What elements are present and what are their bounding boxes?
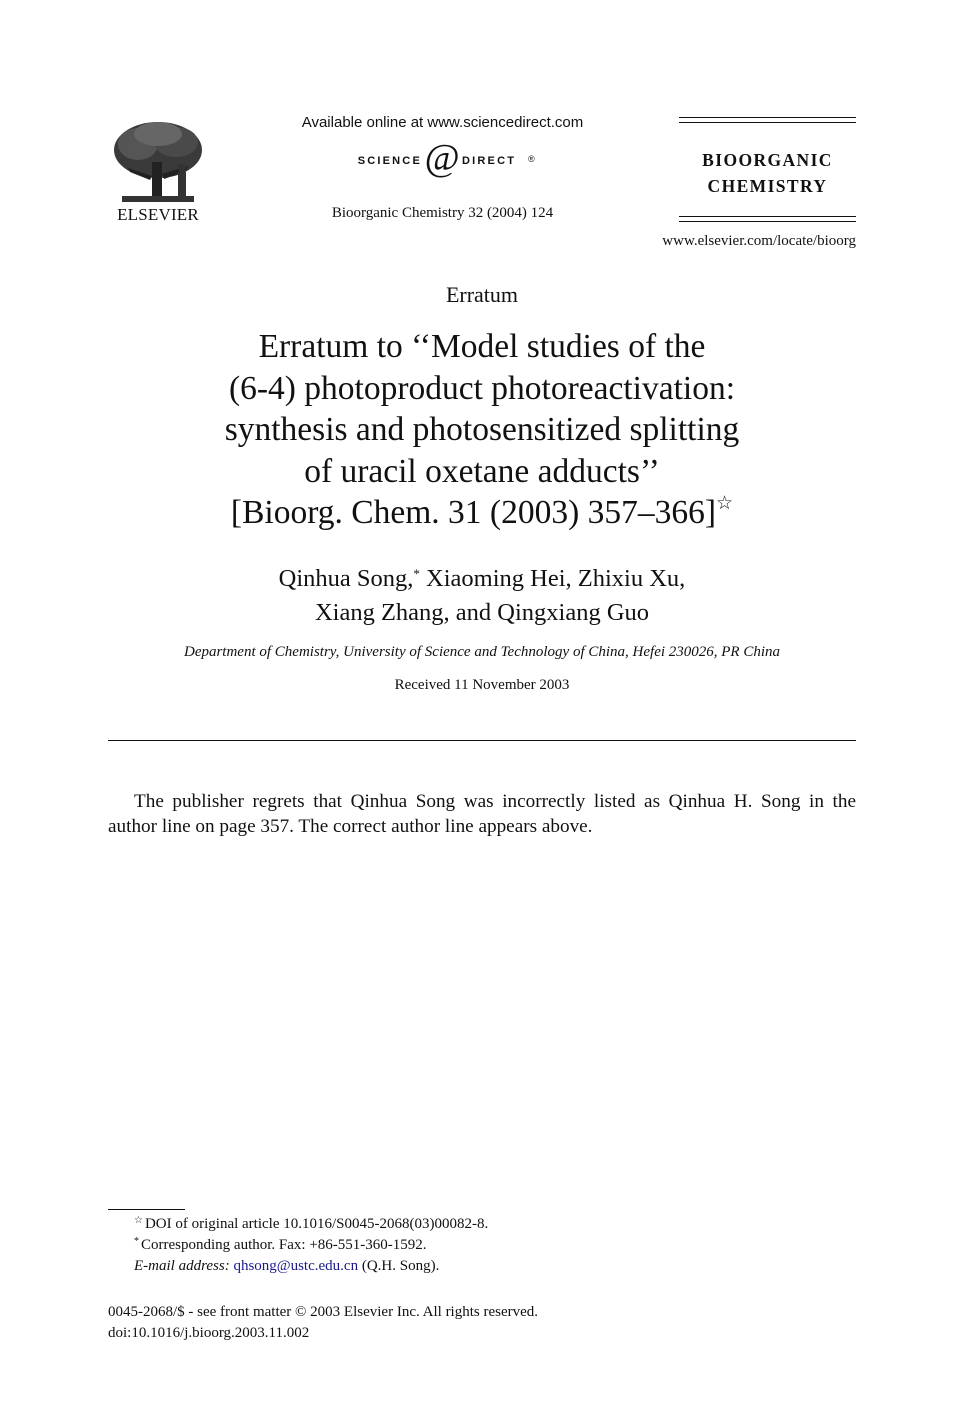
journal-url[interactable]: www.elsevier.com/locate/bioorg: [662, 233, 856, 249]
title-line-2: (6-4) photoproduct photoreactivation:: [228, 369, 736, 407]
authors-line-1a: Qinhua Song,: [278, 565, 414, 592]
title-line-5: [Bioorg. Chem. 31 (2003) 357–366]: [230, 494, 717, 531]
footnote-asterisk-mark: *: [134, 1236, 139, 1247]
sciencedirect-logo: [330, 140, 555, 178]
email-link[interactable]: qhsong@ustc.edu.cn: [233, 1258, 359, 1274]
journal-name-line2: CHEMISTRY: [707, 176, 828, 196]
footnote-email: [134, 1258, 439, 1275]
email-label: E-mail address:: [134, 1258, 230, 1274]
journal-name-line1: BIOORGANIC: [702, 150, 833, 170]
title-line-3: synthesis and photosensitized splitting: [224, 411, 740, 448]
bottom-rule-1: [679, 216, 856, 217]
title-footnote-star[interactable]: ☆: [716, 493, 734, 514]
sciencedirect-left-text: SCIENCE: [357, 155, 422, 167]
footnote-divider: [108, 1209, 185, 1210]
doi-line[interactable]: doi:10.1016/j.bioorg.2003.11.002: [108, 1325, 310, 1341]
footnote-doi-text: DOI of original article 10.1016/S0045-2068(03)00082-8.: [144, 1216, 489, 1232]
authors-line-1b: Xiaoming Hei, Zhixiu Xu,: [419, 565, 686, 592]
title-line-4: of uracil oxetane adducts’’: [304, 452, 660, 490]
article-title: [108, 326, 856, 539]
footnote-star-mark: ☆: [134, 1215, 143, 1226]
top-rule-2: [679, 122, 856, 123]
top-rule-1: [679, 117, 856, 118]
footnote-doi: [134, 1216, 488, 1233]
registered-mark: ®: [528, 154, 535, 164]
available-online-text: Available online at www.sciencedirect.com: [301, 114, 584, 131]
journal-name: [679, 147, 856, 199]
footnote-corresponding-text: Corresponding author. Fax: +86-551-360-1592.: [141, 1237, 427, 1253]
journal-reference: Bioorganic Chemistry 32 (2004) 124: [331, 205, 554, 221]
sciencedirect-at-icon: @: [424, 140, 460, 178]
received-date: Received 11 November 2003: [394, 677, 570, 693]
title-line-1: Erratum to ‘‘Model studies of the: [258, 328, 706, 365]
footnote-corresponding: [134, 1237, 427, 1254]
section-label: Erratum: [445, 282, 519, 307]
body-paragraph: The publisher regrets that Qinhua Song was incorrectly listed as Qinhua H. Song in the author line on page 357. The correct author line appears above.: [108, 791, 856, 837]
bottom-rule-2: [679, 221, 856, 222]
copyright-line: 0045-2068/$ - see front matter © 2003 Elsevier Inc. All rights reserved.: [108, 1304, 539, 1320]
header-divider: [108, 740, 856, 741]
authors-line-2: Xiang Zhang, and Qingxiang Guo: [314, 599, 650, 626]
journal-title-box: [679, 117, 856, 223]
corresponding-author-mark[interactable]: *: [413, 566, 420, 581]
elsevier-wordmark: ELSEVIER: [117, 205, 199, 224]
email-suffix: (Q.H. Song).: [361, 1258, 440, 1274]
sciencedirect-right-text: DIRECT: [462, 155, 517, 167]
affiliation: Department of Chemistry, University of Science and Technology of China, Hefei 230026, PR China: [183, 644, 781, 660]
author-list: [108, 563, 856, 628]
